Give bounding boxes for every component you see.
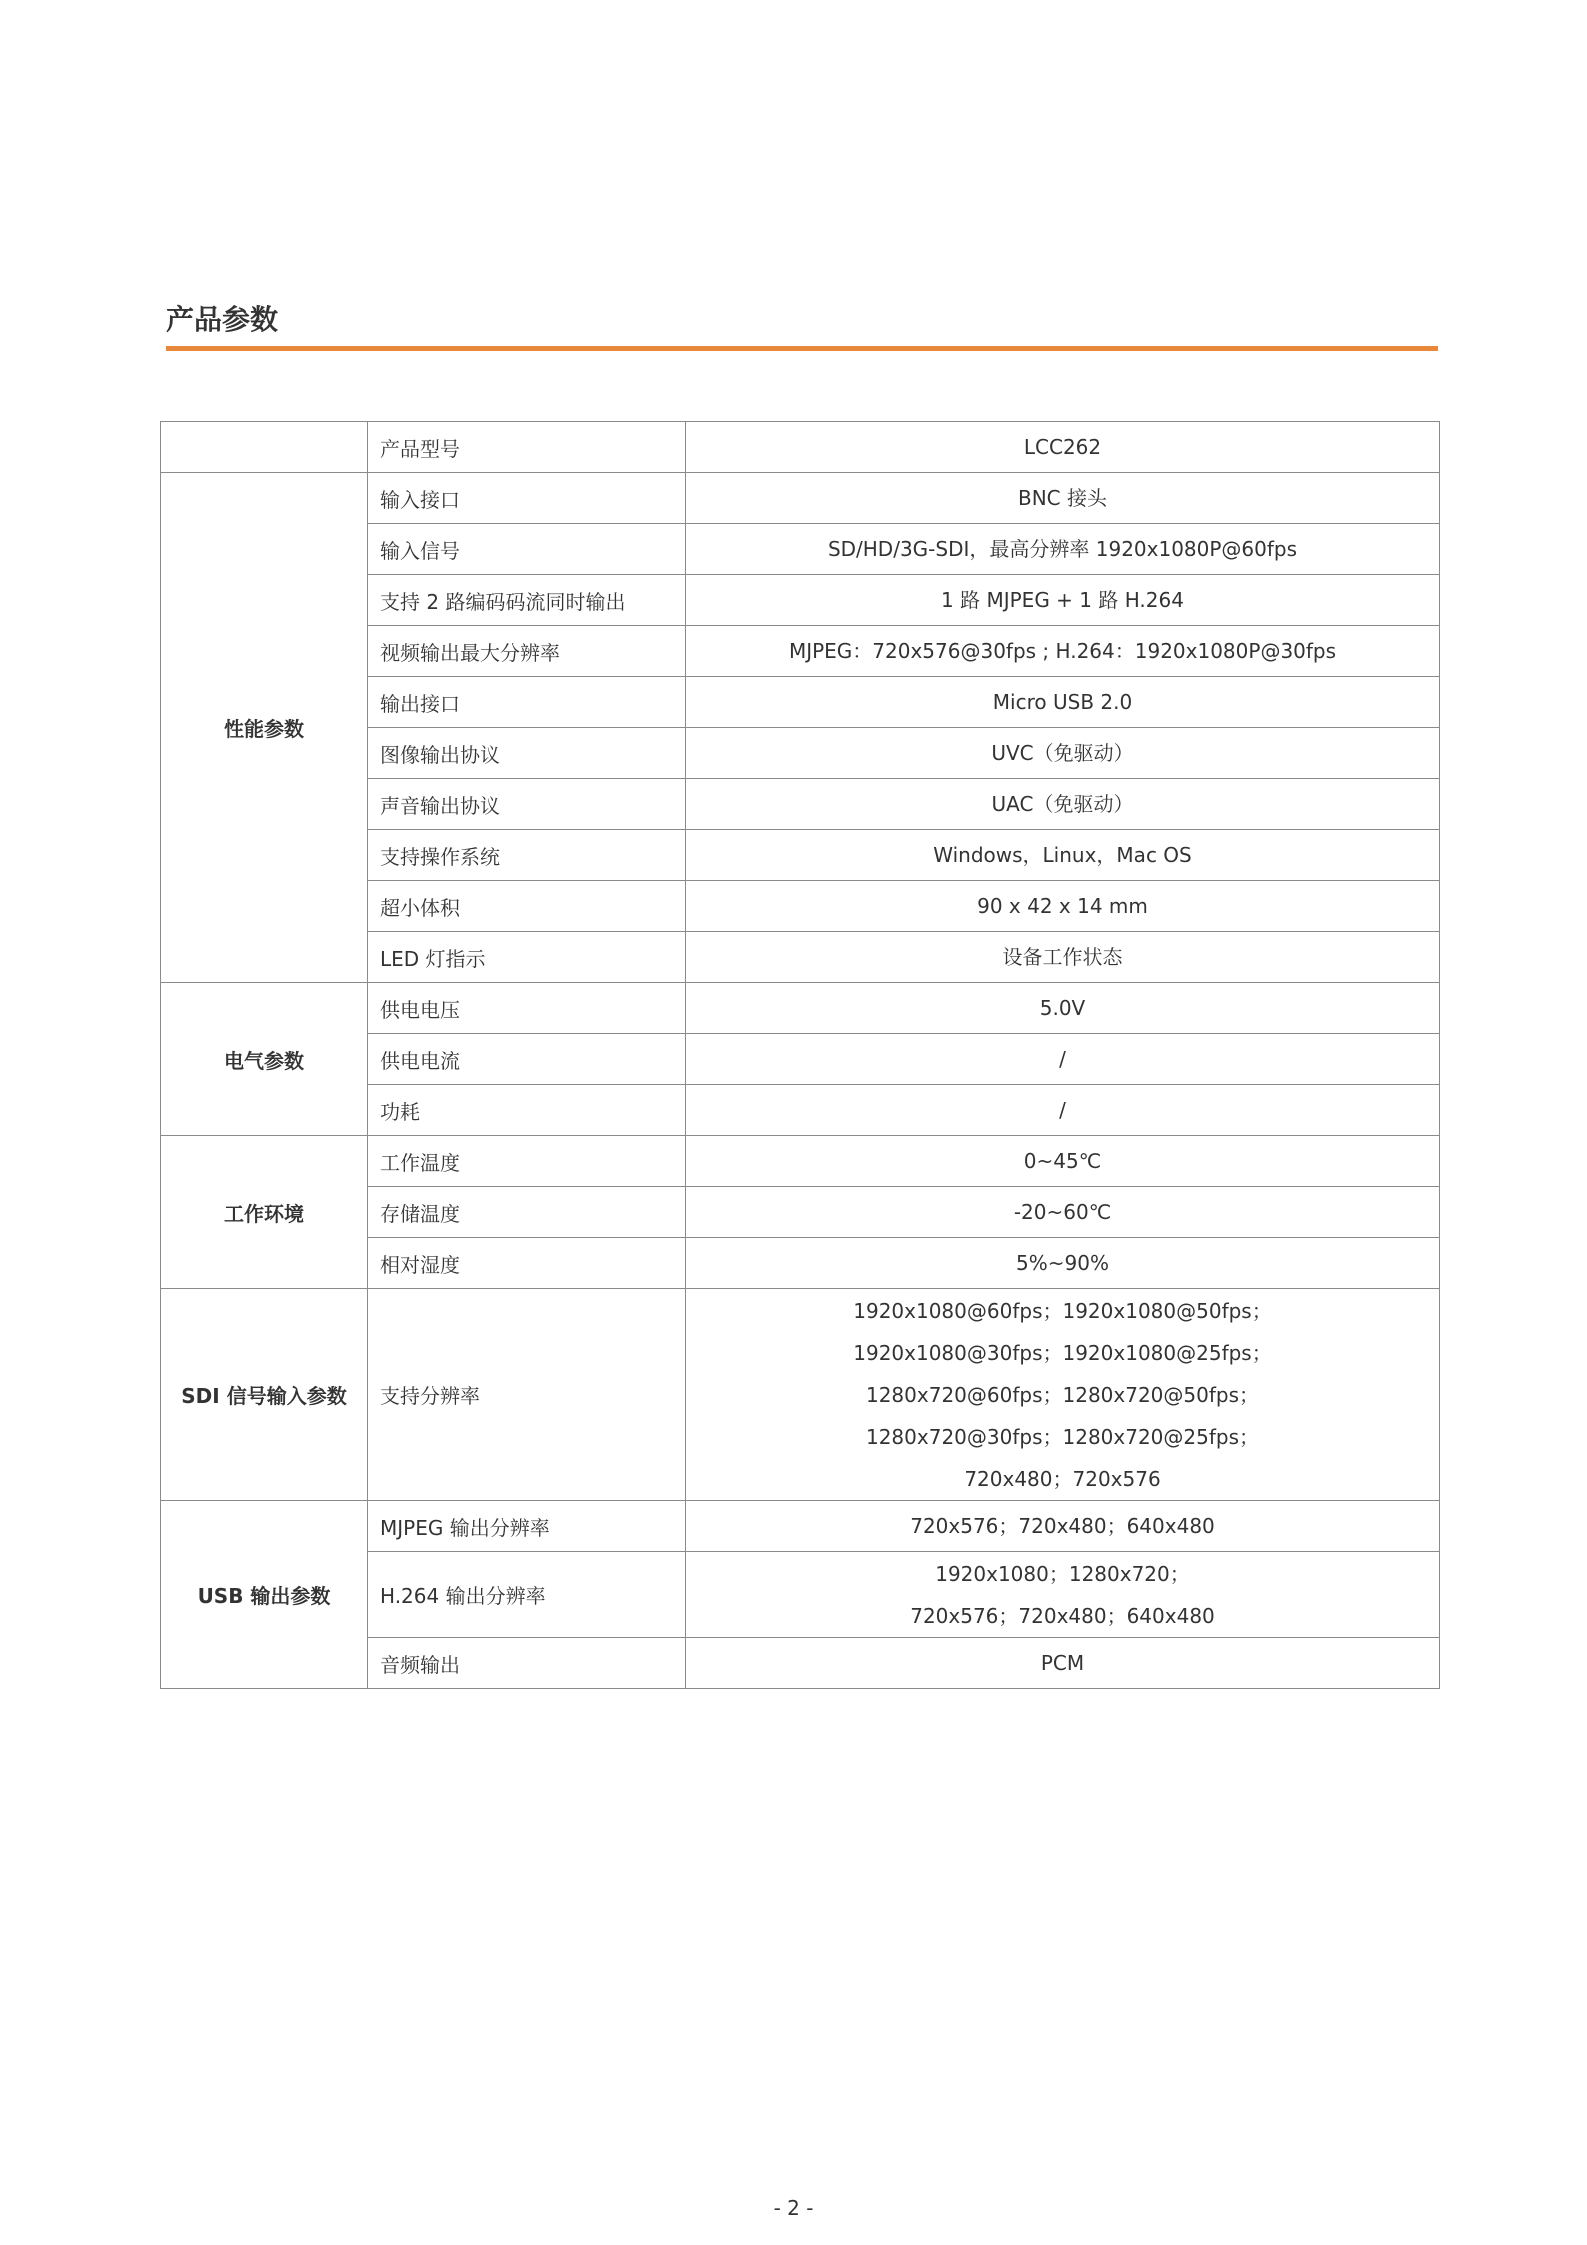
value-cell [686,1552,1440,1638]
value-line: 5.0V [1039,996,1086,1020]
param-cell: 输出接口 [368,677,686,728]
value-cell [686,932,1440,983]
value-line: -20~60℃ [1013,1200,1112,1224]
param-cell: 支持操作系统 [368,830,686,881]
value-cell [686,1034,1440,1085]
group-label: 电气参数 [161,983,368,1136]
value-line: PCM [1040,1651,1085,1675]
group-label: 工作环境 [161,1136,368,1289]
value-line: 720x480；720x576 [964,1466,1161,1491]
param-cell: 供电电流 [368,1034,686,1085]
param-cell: 供电电压 [368,983,686,1034]
value-cell [686,983,1440,1034]
value-line: / [1059,1098,1066,1122]
value-cell [686,575,1440,626]
table-row [161,473,1440,524]
group-label: 性能参数 [161,473,368,983]
value-line: 720x576；720x480；640x480 [910,1514,1215,1538]
value-cell [686,677,1440,728]
value-line: / [1059,1047,1066,1071]
value-line: 1 路 MJPEG + 1 路 H.264 [941,588,1184,612]
value-line: 0~45℃ [1023,1149,1102,1173]
value-cell [686,524,1440,575]
param-cell: 支持 2 路编码码流同时输出 [368,575,686,626]
value-line: BNC 接头 [1017,486,1107,510]
param-cell: 支持分辨率 [368,1289,686,1501]
title-divider [166,346,1438,351]
value-line: 1920x1080@30fps；1920x1080@25fps； [853,1340,1272,1365]
value-cell [686,728,1440,779]
param-cell: 工作温度 [368,1136,686,1187]
spec-table-body [161,422,1440,1689]
value-line: 1280x720@60fps；1280x720@50fps； [865,1382,1260,1407]
param-cell: 图像输出协议 [368,728,686,779]
page-number: - 2 - [773,2196,814,2220]
value-line: UAC（免驱动） [991,792,1134,816]
param-cell: 输入信号 [368,524,686,575]
value-cell [686,881,1440,932]
spec-table [160,421,1440,1689]
value-line: 720x576；720x480；640x480 [910,1603,1215,1628]
value-line: 设备工作状态 [1002,945,1123,969]
param-cell: 超小体积 [368,881,686,932]
value-cell: LCC262 [686,422,1440,473]
group-label: SDI 信号输入参数 [161,1289,368,1501]
value-cell [686,1501,1440,1552]
value-line: 5%~90% [1016,1251,1109,1275]
value-cell [686,1187,1440,1238]
param-cell: 声音输出协议 [368,779,686,830]
value-line: 1280x720@30fps；1280x720@25fps； [865,1424,1260,1449]
param-cell: 输入接口 [368,473,686,524]
table-row [161,1289,1440,1501]
value-line: 90 x 42 x 14 mm [977,894,1148,918]
value-cell [686,473,1440,524]
table-row-model [161,422,1440,473]
group-label: USB 输出参数 [161,1501,368,1689]
value-cell [686,830,1440,881]
param-cell: 音频输出 [368,1638,686,1689]
param-cell: 功耗 [368,1085,686,1136]
param-cell: MJPEG 输出分辨率 [368,1501,686,1552]
value-line: Micro USB 2.0 [992,690,1133,714]
value-line: 1920x1080@60fps；1920x1080@50fps； [853,1298,1272,1323]
value-cell [686,1085,1440,1136]
param-cell: 存储温度 [368,1187,686,1238]
value-cell [686,779,1440,830]
table-row [161,1501,1440,1552]
group-cell-empty [161,422,368,473]
section-title: 产品参数 [166,303,279,336]
param-cell: H.264 输出分辨率 [368,1552,686,1638]
value-cell [686,1136,1440,1187]
table-row [161,1136,1440,1187]
value-cell [686,626,1440,677]
value-line: UVC（免驱动） [991,741,1134,765]
value-line: SD/HD/3G-SDI，最高分辨率 1920x1080P@60fps [827,537,1298,561]
value-line: 1920x1080；1280x720； [935,1561,1190,1586]
param-cell: LED 灯指示 [368,932,686,983]
value-cell [686,1289,1440,1501]
param-cell: 相对湿度 [368,1238,686,1289]
table-row [161,983,1440,1034]
param-cell: 产品型号 [368,422,686,473]
value-line: MJPEG：720x576@30fps ; H.264：1920x1080P@30fps [788,639,1337,663]
value-cell [686,1238,1440,1289]
value-cell [686,1638,1440,1689]
value-line: Windows，Linux，Mac OS [933,843,1192,867]
param-cell: 视频输出最大分辨率 [368,626,686,677]
